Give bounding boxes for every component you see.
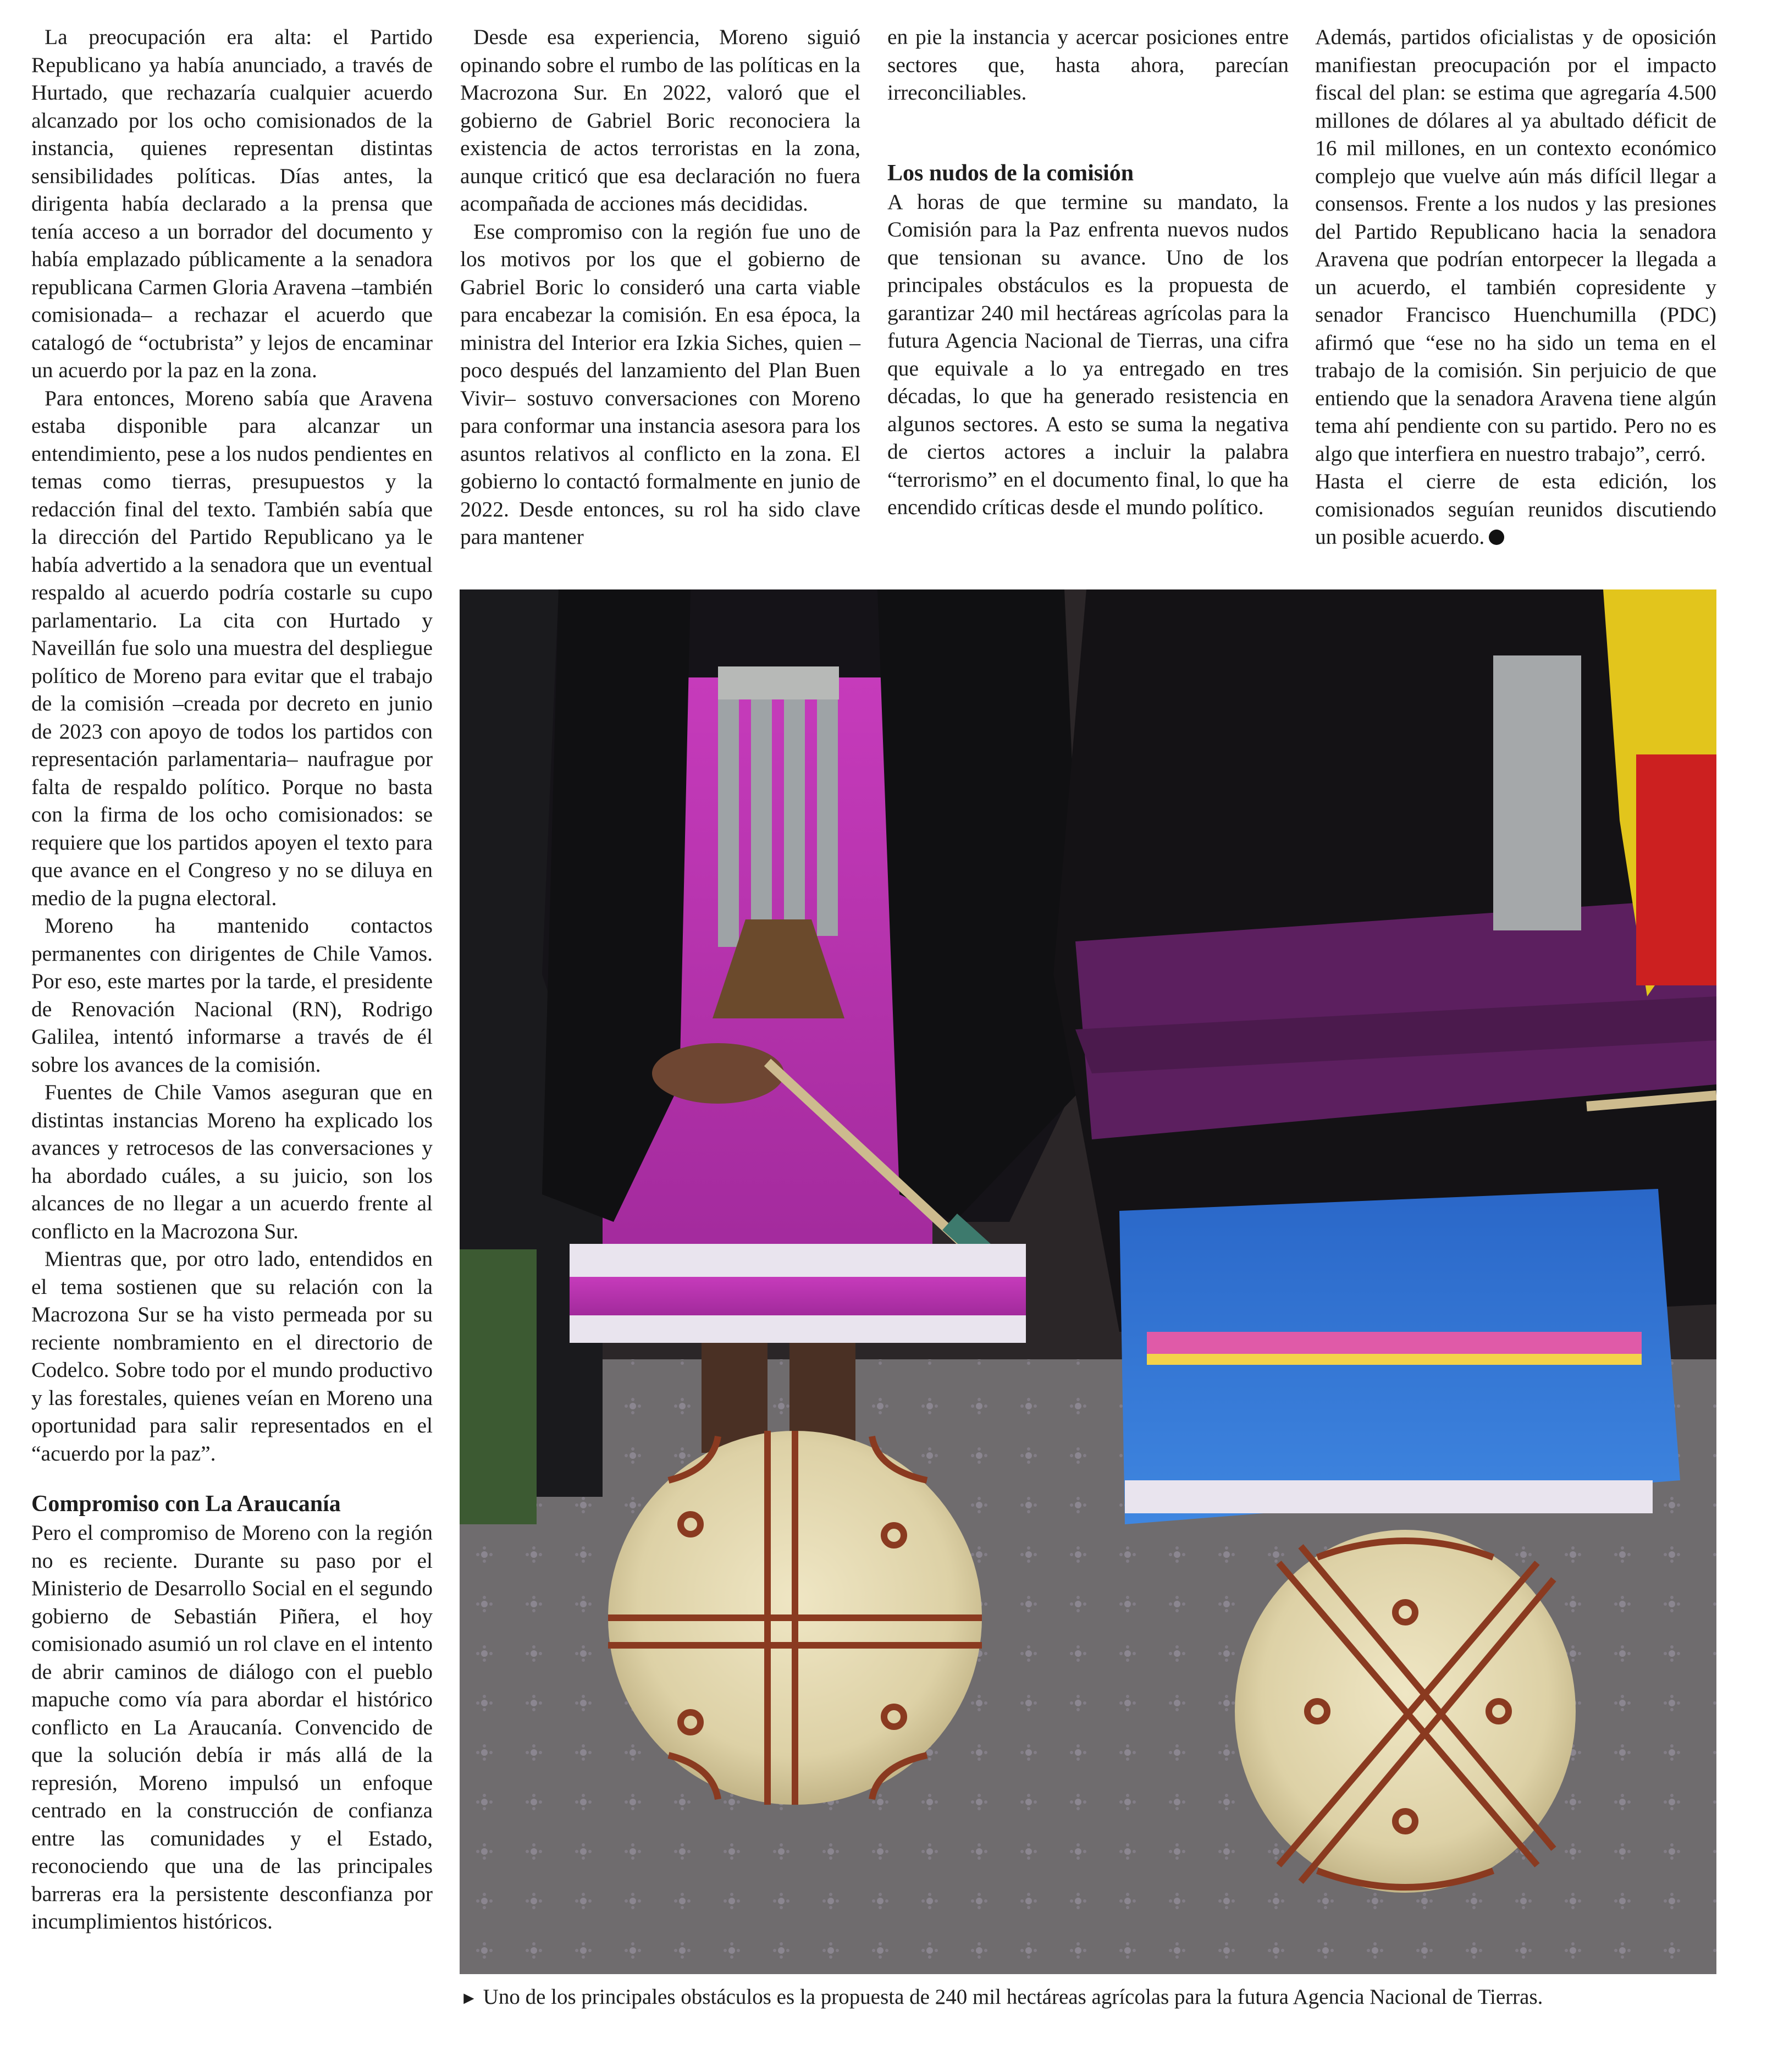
paragraph: Moreno ha mantenido contactos permanentes con dirigentes de Chile Vamos. Por eso, este martes por la tarde, el presidente de Renovación Nacional (RN), Rodrigo Galilea, intentó informarse a través de él sobre los avances de la comisión.	[31, 913, 433, 1077]
article-column-2	[460, 23, 860, 551]
paragraph: Además, partidos oficialistas y de oposición manifiestan preocupación por el impacto fiscal del plan: se estima que agregaría 4.500 millones de dólares al ya abultado déficit de 16 mil millones, en un contexto económico complejo que vuelve aún más difícil llegar a consensos. Frente a los nudos y las presiones del Partido Republicano hacia la senadora Aravena que podrían entorpecer la llegada a un acuerdo, el también copresidente y senador Francisco Huenchumilla (PDC) afirmó que “ese no ha sido un tema en el trabajo de la comisión. Sin perjuicio de que entiendo que la senadora Aravena tiene algún tema ahí pendiente con su partido. Pero no es algo que interfiera en nuestro trabajo”, cerró.	[1315, 25, 1716, 466]
end-of-article-icon	[1489, 530, 1504, 545]
paragraph: en pie la instancia y acercar posiciones entre sectores que, hasta ahora, parecían irreconciliables.	[887, 25, 1289, 104]
paragraph: Para entonces, Moreno sabía que Aravena estaba disponible para alcanzar un entendimiento, pese a los nudos pendientes en temas como tierras, presupuestos y la redacción final del texto. También sabía que la dirección del Partido Republicano ya le había advertido a la senadora que un eventual respaldo al acuerdo podría costarle su cupo parlamentario. La cita con Hurtado y Naveillán fue solo una muestra del despliegue político de Moreno para evitar que el trabajo de la comisión –creada por decreto en junio de 2023 con apoyo de todos los partidos con representación parlamentaria– naufrague por falta de respaldo político. Porque no basta con la firma de los ocho comisionados: se requiere que los partidos apoyen el texto para que avance en el Congreso y no se diluya en medio de la pugna electoral.	[31, 385, 433, 910]
article-column-1	[31, 23, 433, 1936]
caption-marker-icon: ►	[460, 1988, 478, 2008]
photo-mapuche-kultrun-drums-icon	[460, 589, 1716, 1974]
section-heading: Compromiso con La Araucanía	[31, 1491, 341, 1517]
paragraph: Pero el compromiso de Moreno con la región no es reciente. Durante su paso por el Ministerio de Desarrollo Social en el segundo gobierno de Sebastián Piñera, el hoy comisionado asumió un rol clave en el intento de abrir caminos de diálogo con el pueblo mapuche como vía para abordar el histórico conflicto en La Araucanía. Convencido de que la solución debía ir más allá de la represión, Moreno impulsó un enfoque centrado en la construcción de confianza entre las comunidades y el Estado, reconociendo que una de las principales barreras era la persistente desconfianza por incumplimientos históricos.	[31, 1520, 433, 1933]
paragraph: A horas de que termine su mandato, la Comisión para la Paz enfrenta nuevos nudos que tensionan su avance. Uno de los principales obstáculos es la propuesta de garantizar 240 mil hectáreas agrícolas para la futura Agencia Nacional de Tierras, una cifra que equivale a lo ya entregado en tres décadas, lo que ha generado resistencia en algunos sectores. A esto se suma la negativa de ciertos actores a incluir la palabra “terrorismo” en el documento final, lo que ha encendido críticas desde el mundo político.	[887, 189, 1289, 519]
caption-text: Uno de los principales obstáculos es la propuesta de 240 mil hectáreas agrícolas para la futura Agencia Nacional de Tierras.	[483, 1985, 1543, 2009]
section-heading: Los nudos de la comisión	[887, 160, 1134, 186]
paragraph-text: Hasta el cierre de esta edición, los comisionados seguían reunidos discutiendo un posible acuerdo.	[1315, 469, 1716, 549]
paragraph: Desde esa experiencia, Moreno siguió opinando sobre el rumbo de las políticas en la Macrozona Sur. En 2022, valoró que el gobierno de Gabriel Boric reconociera la existencia de actos terroristas en la zona, aunque criticó que esa declaración no fuera acompañada de acciones más decididas.	[460, 25, 860, 216]
article-photo	[460, 589, 1716, 1974]
paragraph: Ese compromiso con la región fue uno de los motivos por los que el gobierno de Gabriel Boric lo consideró una carta viable para encabezar la comisión. En esa época, la ministra del Interior era Izkia Siches, quien –poco después del lanzamiento del Plan Buen Vivir– sostuvo conversaciones con Moreno para conformar una instancia asesora para los asuntos relativos al conflicto en la zona. El gobierno lo contactó formalmente en junio de 2022. Desde entonces, su rol ha sido clave para mantener	[460, 219, 860, 549]
article-column-4	[1315, 23, 1716, 551]
left-drum	[608, 1431, 982, 1805]
article-column-3	[887, 23, 1289, 521]
paragraph	[1315, 467, 1716, 551]
paragraph: Mientras que, por otro lado, entendidos en el tema sostienen que su relación con la Macrozona Sur se ha visto permeada por su reciente nombramiento en el directorio de Codelco. Sobre todo por el mundo productivo y las forestales, quienes veían en Moreno una oportunidad para salir representados en el “acuerdo por la paz”.	[31, 1247, 433, 1465]
photo-caption	[460, 1984, 1719, 2011]
paragraph: Fuentes de Chile Vamos aseguran que en distintas instancias Moreno ha explicado los avances y retrocesos de las conversaciones y ha abordado cuáles, a su juicio, son los alcances de no llegar a un acuerdo frente al conflicto en la Macrozona Sur.	[31, 1080, 433, 1243]
right-drum	[1235, 1530, 1576, 1893]
paragraph: La preocupación era alta: el Partido Republicano ya había anunciado, a través de Hurtado, que rechazaría cualquier acuerdo alcanzado por los ocho comisionados de la instancia, quienes representan distintas sensibilidades políticas. Días antes, la dirigenta había declarado a la prensa que tenía acceso a un borrador del documento y había emplazado públicamente a la senadora republicana Carmen Gloria Aravena –también comisionada– a rechazar el acuerdo que catalogó de “octubrista” y lejos de encaminar un acuerdo por la paz en la zona.	[31, 25, 433, 382]
